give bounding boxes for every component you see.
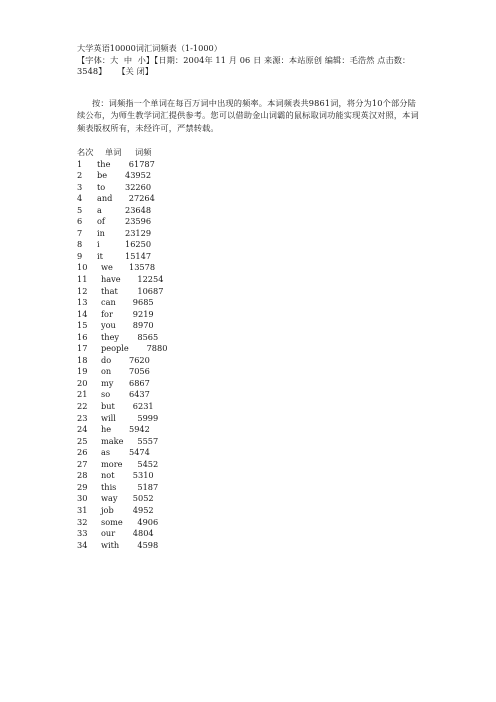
word-cell: it [97,250,103,261]
frequency-cell: 4952 [132,504,154,515]
table-header [77,147,457,159]
document-title: 大学英语10000词汇词频表（1-1000） [77,43,222,53]
rank-cell: 3 [77,181,83,192]
rank-cell: 2 [77,170,83,181]
word-cell: more [101,458,123,469]
rank-cell: 28 [77,470,88,481]
word-cell: my [101,377,114,388]
intro-paragraph: 按：词频指一个单词在每百万词中出现的频率。本词频表共9861词，将分为10个部分陆续公布，为师生教学词汇提供参考。您可以借助金山词霸的鼠标取词功能实现英汉对照，本词频表版权所有，未经许可，严禁转载。 [77,97,419,133]
table-row [77,470,457,482]
meta-line-2 [77,66,457,78]
header-word: 单词 [105,147,122,157]
word-cell: people [101,343,129,354]
font-small-link[interactable]: 小 [137,54,146,65]
rank-cell: 18 [77,354,88,365]
header-frequency: 词频 [135,147,152,157]
rank-cell: 7 [77,227,83,238]
word-cell: make [101,435,124,446]
table-row [77,286,457,298]
table-row [77,332,457,344]
frequency-cell: 8565 [137,331,159,342]
table-row [77,320,457,332]
frequency-cell: 43952 [125,170,152,181]
table-row [77,170,457,182]
rank-cell: 27 [77,458,88,469]
frequency-cell: 23129 [125,227,152,238]
rank-cell: 11 [77,274,88,285]
table-row [77,401,457,413]
table-row [77,505,457,517]
rank-cell: 8 [77,239,83,250]
table-row [77,493,457,505]
rank-cell: 10 [77,262,88,273]
frequency-cell: 5310 [132,470,154,481]
rank-cell: 16 [77,331,88,342]
word-cell: job [101,504,114,515]
table-row [77,366,457,378]
table-row [77,355,457,367]
word-cell: he [101,424,112,435]
rank-cell: 12 [77,285,88,296]
rank-cell: 22 [77,401,88,412]
rank-cell: 31 [77,504,88,515]
word-cell: on [101,366,112,377]
word-cell: with [101,539,120,550]
word-cell: some [101,516,123,527]
frequency-cell: 5052 [132,493,154,504]
table-row [77,262,457,274]
frequency-cell: 32260 [125,181,152,192]
rank-cell: 1 [77,158,83,169]
word-cell: as [101,447,111,458]
table-row [77,216,457,228]
frequency-cell: 9685 [132,297,154,308]
rank-cell: 34 [77,539,88,550]
table-row [77,378,457,390]
table-row [77,182,457,194]
rank-cell: 6 [77,216,83,227]
rank-cell: 17 [77,343,88,354]
frequency-cell: 23648 [125,204,152,215]
table-row [77,436,457,448]
frequency-cell: 8970 [132,320,154,331]
frequency-cell: 4598 [137,539,159,550]
table-row [77,239,457,251]
rank-cell: 13 [77,297,88,308]
table-row [77,251,457,263]
word-cell: but [101,401,115,412]
word-cell: and [97,193,113,204]
date-source-info: 【日期：2004年 11 月 06 日 来源：本站原创 编辑：毛浩然 点击数： [154,54,411,65]
word-cell: have [101,274,121,285]
meta-line [77,55,457,67]
frequency-table [77,147,457,551]
table-row [77,447,457,459]
word-cell: our [101,528,116,539]
rank-cell: 20 [77,377,88,388]
click-count: 3548】 [77,66,107,77]
frequency-cell: 13578 [129,262,156,273]
frequency-cell: 23596 [125,216,152,227]
frequency-cell: 10687 [137,285,164,296]
word-cell: of [97,216,105,227]
table-row [77,459,457,471]
word-cell: to [97,181,106,192]
frequency-cell: 6437 [129,389,150,400]
font-size-close: 】 [145,54,155,65]
word-cell: this [101,481,117,492]
table-row [77,205,457,217]
rank-cell: 29 [77,481,88,492]
table-row [77,159,457,171]
word-cell: be [97,170,108,181]
word-cell: do [101,354,112,365]
rank-cell: 21 [77,389,88,400]
table-row [77,297,457,309]
word-cell: can [101,297,116,308]
rank-cell: 26 [77,447,88,458]
frequency-cell: 7056 [129,366,150,377]
rank-cell: 4 [77,193,83,204]
frequency-cell: 6231 [132,401,154,412]
table-row [77,517,457,529]
frequency-cell: 6867 [129,377,150,388]
frequency-cell: 5474 [129,447,150,458]
table-row [77,540,457,552]
rank-cell: 25 [77,435,88,446]
frequency-cell: 15147 [125,250,152,261]
word-cell: for [101,308,113,319]
table-row [77,528,457,540]
frequency-cell: 5942 [129,424,150,435]
rank-cell: 23 [77,412,88,423]
table-row [77,482,457,494]
rank-cell: 15 [77,320,88,331]
word-cell: a [97,204,102,215]
word-cell: we [101,262,113,273]
header-rank: 名次 [77,147,94,157]
frequency-cell: 61787 [128,158,155,169]
table-row [77,274,457,286]
word-cell: in [97,227,105,238]
word-cell: you [101,320,116,331]
word-cell: not [101,470,115,481]
close-link[interactable]: 【关 闭】 [117,66,154,77]
frequency-cell: 12254 [137,274,164,285]
word-cell: will [101,412,116,423]
rank-cell: 32 [77,516,88,527]
frequency-cell: 27264 [128,193,155,204]
frequency-cell: 5187 [137,481,159,492]
font-medium-link[interactable]: 中 [123,54,133,65]
frequency-cell: 16250 [125,239,152,250]
rank-cell: 5 [77,204,83,215]
font-size-label: 【字体： [77,54,111,65]
rank-cell: 9 [77,250,83,261]
frequency-cell: 9219 [132,308,154,319]
rank-cell: 14 [77,308,88,319]
word-cell: that [101,285,118,296]
frequency-cell: 7620 [129,354,150,365]
frequency-cell: 7880 [146,343,168,354]
frequency-cell: 5999 [137,412,159,423]
table-row [77,424,457,436]
table-row [77,228,457,240]
rank-cell: 33 [77,528,88,539]
rank-cell: 30 [77,493,88,504]
frequency-cell: 4804 [132,528,154,539]
font-large-link[interactable]: 大 [110,54,119,65]
frequency-cell: 4906 [137,516,159,527]
word-cell: the [97,158,111,169]
document-page [77,43,457,551]
table-row [77,309,457,321]
word-cell: so [101,389,111,400]
frequency-cell: 5452 [137,458,159,469]
table-row [77,389,457,401]
word-cell: way [101,493,118,504]
table-row [77,193,457,205]
table-row [77,343,457,355]
rank-cell: 19 [77,366,88,377]
word-cell: i [97,239,100,250]
word-cell: they [101,331,120,342]
table-row [77,413,457,425]
frequency-cell: 5557 [137,435,159,446]
rank-cell: 24 [77,424,88,435]
